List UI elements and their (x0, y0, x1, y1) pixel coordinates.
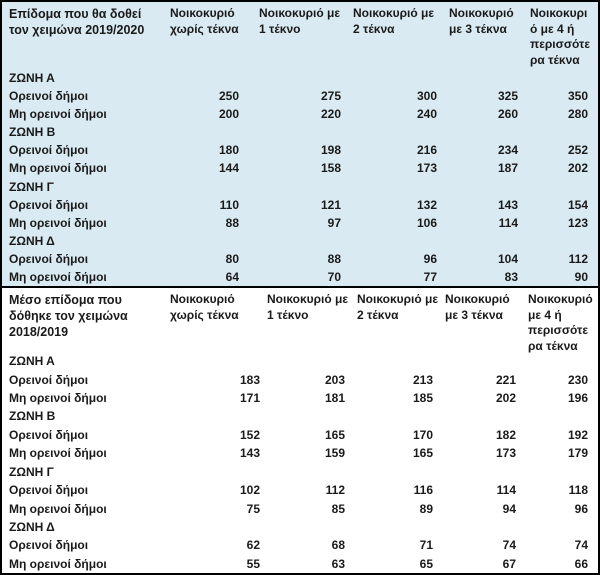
row-label: Ορεινοί δήμοι (9, 251, 89, 266)
cell-value: 114 (498, 215, 518, 230)
cell-value: 203 (324, 372, 345, 387)
column-header: Νοικοκυριό με 4 ή περισσότερα τέκνα (528, 292, 593, 353)
zone-row (2, 463, 598, 481)
row-label: Μη ορεινοί δήμοι (9, 161, 107, 176)
cell-value: 220 (320, 107, 341, 122)
table-row (2, 370, 598, 388)
cell-value: 250 (218, 89, 239, 104)
cell-value: 55 (246, 556, 260, 571)
cell-value: 74 (502, 538, 516, 553)
cell-value: 143 (497, 197, 518, 212)
cell-value: 300 (416, 89, 437, 104)
row-label: Ορεινοί δήμοι (9, 538, 89, 553)
table-row (2, 159, 598, 177)
zone-row (2, 123, 598, 141)
cell-value: 118 (568, 483, 588, 498)
cell-value: 97 (327, 215, 341, 230)
cell-value: 180 (218, 143, 239, 158)
cell-value: 350 (567, 89, 588, 104)
row-label: Ορεινοί δήμοι (9, 197, 89, 212)
row-label: Μη ορεινοί δήμοι (9, 391, 107, 406)
cell-value: 106 (416, 215, 437, 230)
cell-value: 70 (327, 269, 341, 284)
cell-value: 216 (416, 143, 437, 158)
cell-value: 89 (419, 501, 433, 516)
zone-label: ΖΩΝΗ Γ (9, 464, 54, 479)
cell-value: 200 (218, 107, 239, 122)
cell-value: 154 (567, 197, 588, 212)
column-header: Νοικοκυριό με 2 τέκνα (357, 292, 439, 322)
cell-value: 170 (412, 427, 433, 442)
cell-value: 96 (574, 501, 588, 516)
cell-value: 85 (331, 501, 345, 516)
cell-value: 171 (239, 391, 260, 406)
cell-value: 185 (412, 391, 433, 406)
cell-value: 202 (495, 391, 516, 406)
zone-label: ΖΩΝΗ Β (9, 125, 56, 140)
cell-value: 165 (412, 446, 433, 461)
table-title: Μέσο επίδομα που δόθηκε τον χειμώνα 2018/2019 (9, 293, 128, 339)
row-label: Μη ορεινοί δήμοι (9, 556, 107, 571)
column-header: Νοικοκυριό με 1 τέκνο (267, 292, 349, 322)
cell-value: 96 (423, 251, 437, 266)
zone-row (2, 518, 598, 536)
cell-value: 183 (239, 372, 260, 387)
cell-value: 63 (331, 556, 345, 571)
cell-value: 64 (225, 269, 239, 284)
cell-value: 221 (495, 372, 516, 387)
cell-value: 173 (416, 161, 437, 176)
cell-value: 114 (496, 483, 516, 498)
row-label: Ορεινοί δήμοι (9, 483, 89, 498)
row-label: Μη ορεινοί δήμοι (9, 446, 107, 461)
table-row (2, 481, 598, 499)
row-label: Μη ορεινοί δήμοι (9, 501, 107, 516)
cell-value: 179 (567, 446, 588, 461)
cell-value: 325 (497, 89, 518, 104)
cell-value: 152 (239, 427, 260, 442)
cell-value: 112 (568, 251, 588, 266)
column-header: Νοικοκυριό με 3 τέκνα (445, 292, 510, 322)
table-row (2, 196, 598, 214)
cell-value: 71 (419, 538, 433, 553)
table-row (2, 426, 598, 444)
cell-value: 66 (574, 556, 588, 571)
cell-value: 104 (497, 251, 518, 266)
column-header: Νοικοκυριό χωρίς τέκνα (170, 6, 239, 36)
column-header: Νοικοκυριό χωρίς τέκνα (170, 292, 239, 322)
cell-value: 123 (567, 215, 588, 230)
table-row (2, 268, 598, 286)
cell-value: 181 (324, 391, 345, 406)
cell-value: 240 (416, 107, 437, 122)
cell-value: 94 (502, 501, 516, 516)
cell-value: 102 (239, 483, 260, 498)
zone-row (2, 177, 598, 195)
cell-value: 280 (567, 107, 588, 122)
cell-value: 67 (502, 556, 516, 571)
table-row (2, 389, 598, 407)
cell-value: 198 (320, 143, 341, 158)
zone-label: ΖΩΝΗ Α (9, 354, 55, 369)
table-row (2, 214, 598, 232)
zone-row (2, 69, 598, 87)
row-label: Μη ορεινοί δήμοι (9, 215, 107, 230)
cell-value: 65 (419, 556, 433, 571)
zone-label: ΖΩΝΗ Δ (9, 520, 55, 534)
cell-value: 165 (324, 427, 345, 442)
zone-row (2, 407, 598, 425)
cell-value: 62 (246, 538, 260, 553)
cell-value: 230 (567, 372, 588, 387)
column-header: Νοικοκυριό με 1 τέκνο (259, 6, 341, 36)
cell-value: 121 (320, 197, 341, 212)
cell-value: 74 (574, 538, 588, 553)
zone-label: ΖΩΝΗ Α (9, 71, 55, 86)
cell-value: 143 (239, 446, 260, 461)
row-label: Ορεινοί δήμοι (9, 143, 89, 158)
column-header: Νοικοκυριό με 2 τέκνα (353, 6, 435, 36)
cell-value: 182 (495, 427, 516, 442)
row-label: Μη ορεινοί δήμοι (9, 107, 107, 122)
table-row (2, 250, 598, 268)
cell-value: 144 (218, 161, 239, 176)
zone-label: ΖΩΝΗ Γ (9, 179, 54, 194)
table-row (2, 87, 598, 105)
cell-value: 252 (567, 143, 588, 158)
cell-value: 158 (320, 161, 341, 176)
table-header (2, 2, 598, 69)
table-row (2, 499, 598, 517)
table-winter-2018-2019 (0, 288, 600, 575)
cell-value: 275 (320, 89, 341, 104)
cell-value: 88 (327, 251, 341, 266)
cell-value: 234 (497, 143, 518, 158)
cell-value: 132 (416, 197, 437, 212)
row-label: Μη ορεινοί δήμοι (9, 269, 107, 284)
cell-value: 88 (225, 215, 239, 230)
row-label: Ορεινοί δήμοι (9, 372, 89, 387)
cell-value: 83 (504, 269, 518, 284)
cell-value: 80 (225, 251, 239, 266)
table-title: Επίδομα που θα δοθεί τον χειμώνα 2019/2020 (9, 7, 145, 37)
cell-value: 75 (246, 501, 260, 516)
row-label: Ορεινοί δήμοι (9, 89, 89, 104)
table-row (2, 444, 598, 462)
row-label: Ορεινοί δήμοι (9, 427, 89, 442)
column-header: Νοικοκυριό με 3 τέκνα (449, 6, 514, 36)
zone-row (2, 352, 598, 370)
zone-label: ΖΩΝΗ Δ (9, 233, 55, 248)
cell-value: 192 (567, 427, 588, 442)
zone-label: ΖΩΝΗ Β (9, 409, 56, 424)
cell-value: 196 (567, 391, 588, 406)
cell-value: 173 (495, 446, 516, 461)
cell-value: 110 (219, 197, 239, 212)
cell-value: 77 (423, 269, 437, 284)
table-header (2, 288, 598, 352)
column-header: Νοικοκυριό με 4 ή περισσότερα τέκνα (530, 6, 591, 67)
cell-value: 116 (413, 483, 433, 498)
cell-value: 202 (567, 161, 588, 176)
cell-value: 90 (574, 269, 588, 284)
cell-value: 159 (324, 446, 345, 461)
cell-value: 260 (497, 107, 518, 122)
cell-value: 112 (325, 483, 345, 498)
table-body (2, 69, 598, 286)
cell-value: 68 (331, 538, 345, 553)
cell-value: 213 (412, 372, 433, 387)
table-row (2, 536, 598, 554)
cell-value: 187 (497, 161, 518, 176)
zone-row (2, 232, 598, 250)
table-row (2, 105, 598, 123)
table-row (2, 141, 598, 159)
table-body (2, 352, 598, 573)
table-row (2, 555, 598, 573)
